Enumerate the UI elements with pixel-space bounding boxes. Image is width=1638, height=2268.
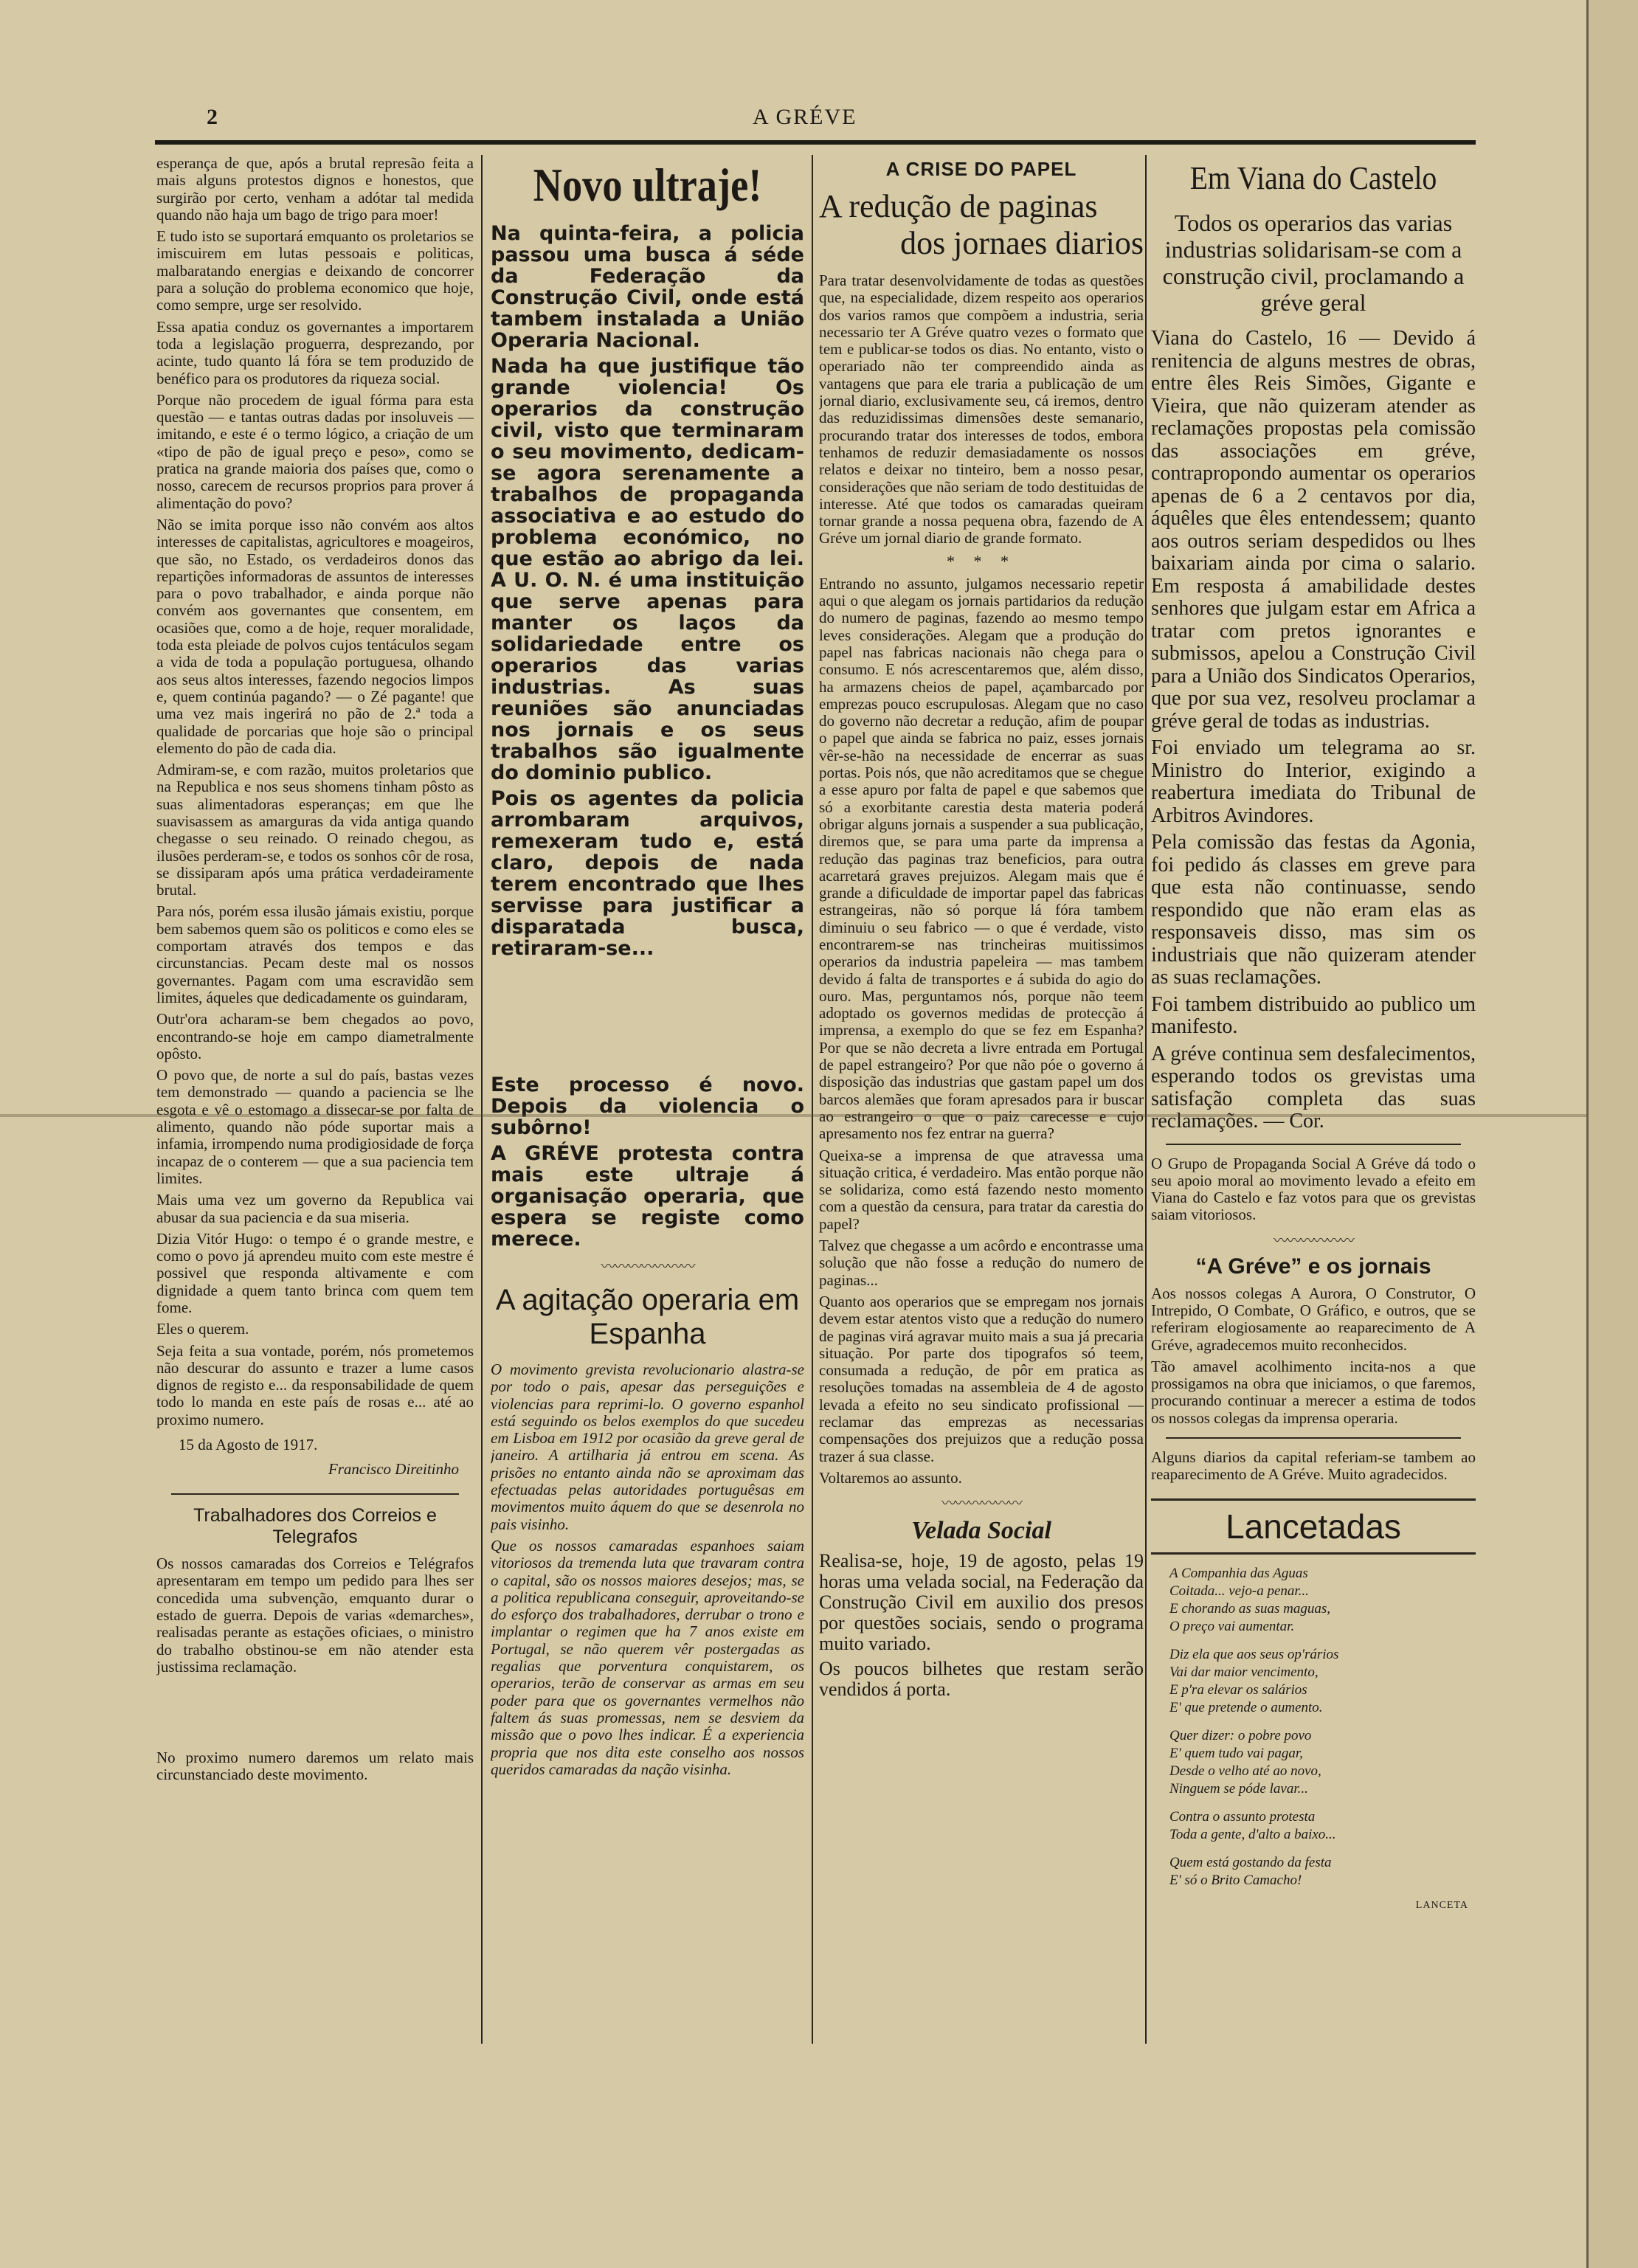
paragraph: Na quinta-feira, a policia passou uma busca á séde da Federação da Construção Civil, onde está tambem instalada a União Operaria Nacional.: [491, 222, 804, 352]
col1-paragraphs: [156, 155, 474, 1428]
paragraph: Os poucos bilhetes que restam serão vendidos á porta.: [819, 1658, 1144, 1701]
paragraph: Este processo é novo. Depois da violencia o subôrno!: [491, 1074, 804, 1139]
divider: [1166, 1437, 1461, 1439]
poem-signature: LANCETA: [1415, 1899, 1468, 1911]
stanza: Diz ela que aos seus op'rários Vai dar maior vencimento, E p'ra elevar os salários E' que pretende o aumento.: [1169, 1646, 1339, 1715]
paragraph: Foi tambem distribuido ao publico um manifesto.: [1151, 992, 1476, 1038]
column-1: [156, 155, 474, 2199]
section-title: Lancetadas: [1151, 1498, 1476, 1555]
article-signature: Francisco Direitinho: [328, 1460, 459, 1479]
paragraph: Nada ha que justifique tão grande violencia! Os operarios da construção civil, visto que terminaram o seu movimento, dedicam-se agora serenamente a trabalhos de propaganda associativa e ao estudo do problema económico, no que estão ao abrigo da lei. A U. O. N. é uma instituição que serve apenas para manter os laços da solidariedade entre os operarios das varias industrias. As suas reuniões são anunciadas nos jornais e os seus trabalhos são igualmente do dominio publico.: [491, 355, 804, 784]
paragraph: Quanto aos operarios que se empregam nos jornais devem estar atentos visto que a redução do numero de paginas virá agravar muito mais a sua já precaria situação. Por parte dos tipografos só teem, consumada a redução, de pôr em pratica as resoluções tomadas na assembleia de 4 de agosto levada a efeito no seu sindicato profissional — reclamar das emprezas as necessarias compensações dos prejuizos que a redução possa trazer á sua classe.: [819, 1292, 1144, 1465]
paragraph: Viana do Castelo, 16 — Devido á renitencia de alguns mestres de obras, entre êles Reis Simões, Gigante e Vieira, que não quizeram atender as reclamações propostas pela comissão das associações em gréve, contrapropondo aumentar os operarios apenas de 6 a 2 centavos por dia, áquêles que êles entendessem; quanto aos outros seriam despedidos ou lhes baixariam ainda por cima o salario. Em resposta á amabilidade destes senhores que julgam estar em Africa a tratar com pretos ignorantes e submissos, apelou a Construção Civil para a União dos Sindicatos Operarios, que por sua vez, resolveu proclamar a gréve geral de todas as industrias.: [1151, 327, 1476, 733]
paragraph: Para nós, porém essa ilusão jámais existiu, porque bem sabemos quem são os politicos e como eles se comportam através dos tempos e das circunstancias. Pecam deste mal os nossos governantes. Pagam com uma escravidão sem limites, áqueles que dedicadamente os guindaram,: [156, 902, 474, 1006]
paragraph: Pois os agentes da policia arrombaram arquivos, remexeram tudo e, está claro, depois de nada terem encontrado que lhes servisse para justificar a disparatada busca, retiraram-se...: [491, 787, 804, 960]
paragraph: Mais uma vez um governo da Republica vai abusar da sua paciencia e da sua miseria.: [156, 1191, 474, 1226]
wave-divider: 〰〰〰〰〰〰: [941, 1496, 1021, 1512]
paragraph: Dizia Vitór Hugo: o tempo é o grande mestre, e como o povo já aprendeu muito com este mestre é possivel que responda altivamente e com dignidade a quem tanto brinca com quem tem fome.: [156, 1229, 474, 1316]
divider: [171, 1493, 459, 1495]
stanza: Contra o assunto protesta Toda a gente, d'alto a baixo...: [1169, 1808, 1336, 1842]
wave-divider: 〰〰〰〰〰〰〰: [601, 1259, 694, 1275]
bold-block: [491, 1074, 804, 1250]
paragraph: Para tratar desenvolvidamente de todas as questões que, na especialidade, dizem respeito aos operarios dos varios ramos que compõem a industria, seria necessario ter A Gréve quatro vezes o formato que tem e publicar-se todos os dias. No entanto, visto o operariado não ter compreendido ainda as vantagens que para ele traria a publicação de um jornal diario, exclusivamente seu, cá iremos, dentro das reduzidissimas dimensões deste semanario, procurando tratar dos interesses de todos, embora tenhamos de reduzir demasiadamente os nossos relatos e deixar no tinteiro, bem a nosso pesar, considerações que não seriam de todo destituidas de interesse. Até que todos os camaradas queiram tornar grande a nossa pequena obra, fazendo de A Gréve um jornal diario de grande formato.: [819, 272, 1144, 547]
section-title: “A Gréve” e os jornais: [1195, 1254, 1431, 1279]
paragraph: Tão amavel acolhimento incita-nos a que prossigamos na obra que iniciamos, o que faremos, procurando continuar a merecer a estima de todos os nossos colegas da imprensa operaria.: [1151, 1357, 1476, 1427]
masthead-title: A GRÉVE: [753, 105, 857, 129]
paragraph: Voltaremos ao assunto.: [819, 1468, 962, 1487]
spacer: [491, 964, 804, 1074]
header-rule: [155, 140, 1476, 145]
headline: [819, 188, 1144, 262]
kicker: A CRISE DO PAPEL: [885, 158, 1077, 180]
column-3: [819, 155, 1144, 2199]
column-rule: [812, 155, 813, 2044]
headline: Em Viana do Castelo: [1189, 160, 1437, 196]
paragraph: Pela comissão das festas da Agonia, foi pedido ás classes em greve para que esta não continuasse, sendo respondido que não eram elas as responsaveis disso, mas sim os industriais que não quizeram atender as suas reclamações.: [1151, 831, 1476, 989]
paragraph: Outr'ora acharam-se bem chegados ao povo, encontrando-se hoje em campo diametralmente opôsto.: [156, 1010, 474, 1062]
paragraph: Seja feita a sua vontade, porém, nós prometemos não descurar do assunto e trazer a lume casos dignos de registo e... da responsabilidade de quem todo lo manda en este país de rosas e... até ao proximo numero.: [156, 1341, 474, 1428]
stanza: A Companhia das Aguas Coitada... vejo-a penar... E chorando as suas maguas, O preço vai aumentar.: [1169, 1565, 1330, 1634]
page-edge: [1586, 0, 1638, 2268]
section-title: A agitação operaria em Espanha: [495, 1284, 800, 1350]
paragraph: Porque não procedem de igual fórma para esta questão — e tantas outras dadas por insoluveis — imitando, e este é o termo lógico, a criação de um «tipo de pão de igual preço e peso», como se pratica na grande maioria dos países que, como o nosso, carecem de recursos proprios para prover á alimentação do povo?: [156, 390, 474, 512]
paragraph: Realisa-se, hoje, 19 de agosto, pelas 19 horas uma velada social, na Federação da Construção Civil em auxilio dos presos por questões sociais, sendo o programa muito variado.: [819, 1550, 1144, 1655]
page-number: 2: [207, 105, 218, 129]
article-date: 15 da Agosto de 1917.: [179, 1436, 318, 1454]
paragraph: Os nossos camaradas dos Correios e Telégrafos apresentaram em tempo um pedido para lhes ser concedida uma subvenção, emquanto durar o estado de guerra. Depois de varias «demarches», realisadas perante as estações oficiaes, o ministro do trabalho obstinou-se em não atender esta justissima reclamação.: [156, 1555, 474, 1676]
paragraph: Eles o querem.: [156, 1320, 249, 1338]
paragraph: Queixa-se a imprensa de que atravessa uma situação critica, é verdadeiro. Mas então porque não se solidariza, como está fazendo nesto momento com a questão da censura, para tratar da carestia do papel?: [819, 1146, 1144, 1233]
asterism: * * *: [947, 551, 1016, 570]
stanza: Quem está gostando da festa E' só o Brito Camacho!: [1169, 1854, 1332, 1888]
headline-line: A redução de paginas: [819, 188, 1098, 224]
paragraph: A gréve continua sem desfalecimentos, esperando todos os grevistas uma satisfação completa das suas reclamações. — Cor.: [1151, 1042, 1476, 1133]
paragraph: O Grupo de Propaganda Social A Gréve dá todo o seu apoio moral ao movimento levado a efeito em Viana do Castelo e faz votos para que os grevistas saiam vitoriosos.: [1151, 1154, 1476, 1224]
section-title: Velada Social: [911, 1517, 1051, 1545]
section-title: Trabalhadores dos Correios e Telegrafos: [193, 1505, 437, 1548]
paragraph: A GRÉVE protesta contra mais este ultraje á organisação operaria, que espera se registe como merece.: [491, 1142, 804, 1251]
paragraph: Não se imita porque isso não convém aos altos interesses de capitalistas, agricultores e moageiros, que são, no Estado, os verdadeiros donos das repartições informadoras de assuntos de interesses para o povo trabalhador, e ainda porque não convém aos governantes que consentem, em ocasiões que, como a de hoje, requer moralidade, toda esta pleiade de polvos cujos tentáculos segam a vida de toda a população portuguesa, olhando aos seus altos interesses, fazendo negocios limpos e, quem continúa pagando? — o Zé pagante! que uma vez mais ingerirá no pão de 2.ª toda a qualidade de porcarias que hoje são o principal elemento do pão de cada dia.: [156, 515, 474, 757]
paragraph: Entrando no assunto, julgamos necessario repetir aqui o que alegam os jornais partidarios da redução do numero de paginas, fazendo ao mesmo tempo leves considerações. Alegam que a produção do papel nas fabricas nacionais não chega para o consumo. E nós acrescentaremos que, além disso, ha armazens cheios de papel, açambarcado por emprezas pouco escrupulosas. Alegam que no caso do governo não decretar a redução, afim de poupar o papel que ainda se fabrica no paiz, esses jornais vêr-se-hão na necessidade de encerrar as suas portas. Pois nós, que não acreditamos que se chegue a esse apuro por falta de papel e que sabemos que só a exorbitante carestia desta materia poderá obrigar alguns jornais a suspender a sua publicação, diremos que, se para uma parte da imprensa a redução das paginas traz beneficios, para outra acarretará graves prejuizos. Alegam mais que é grande a dificuldade de importar papel das fabricas estrangeiras, não só porque lá fóra tambem diminuiu o seu fabrico — o que é verdade, visto encontrarem-se nas trincheiras muitissimos operarios da industria papeleira — mas tambem devido á falta de transportes e á subida do agio do ouro. Mas, perguntamos nós, porque não teem adoptado os governos medidas de protecção á imprensa, a exemplo do que se fez em Espanha? Por que se não decreta a livre entrada em Portugal de papel estrangeiro? Por que não póe o governo á disposição das industrias que gastam papel um dos barcos alemães que foram apresados para ir buscar ao estrangeiro o que o paiz carecesse e cujo apresamento nos fez entrar na guerra?: [819, 574, 1144, 1143]
paragraph: O povo que, de norte a sul do país, bastas vezes tem demonstrado — quando a paciencia se lhe esgota e vê o estomago a dissecar-se por falta de alimento, quando não póde suportar mais a infamia, irrompendo numa prodigiosidade de força incapaz de o conterem — que a sua paciencia tem limites.: [156, 1066, 474, 1187]
paragraph: Admiram-se, e com razão, muitos proletarios que na Republica e nos seus shomens tinham pôsto as suas alimentadoras esperanças; em que lhe suavisassem as amarguras da vida antiga quando chegasse o seu reinado. O reinado chegou, as ilusões perderam-se, e todos os sonhos côr de rosa, se dissiparam após uma prática verdadeiramente brutal.: [156, 761, 474, 899]
agitation-body: [491, 1361, 804, 1778]
column-rule: [1145, 155, 1147, 2044]
paragraph: E tudo isto se suportará emquanto os proletarios se imiscuirem em lutas pessoais e politicas, malbaratando energias e deixando de concorrer para a solução do problema economico que hoje, como sempre, urge ser resolvido.: [156, 227, 474, 314]
fold-crease: [0, 1114, 1586, 1117]
subheadline: Todos os operarios das varias industrias solidarisam-se com a construção civil, proclamando a gréve geral: [1162, 210, 1465, 316]
paragraph: esperança de que, após a brutal represão feita a mais alguns protestos dignos e honestos, que surgirão por certo, venham a adótar tal medida quando não haja um bago de trigo para moer!: [156, 155, 474, 224]
column-2: [491, 155, 804, 2199]
paragraph: Talvez que chegasse a um acôrdo e encontrasse uma solução que não fosse a redução do numero de paginas...: [819, 1237, 1144, 1289]
column-rule: [481, 155, 483, 2044]
viana-article: [1151, 159, 1476, 1133]
column-4: [1151, 155, 1476, 2199]
paragraph: Aos nossos colegas A Aurora, O Construtor, O Intrepido, O Combate, O Gráfico, e outros, que se referiram elogiosamente ao reaparecimento de A Gréve, agradecemos muito reconhecidos.: [1151, 1284, 1476, 1354]
headline-line: dos jornaes diarios: [900, 225, 1144, 261]
note: No proximo numero daremos um relato mais circunstanciado deste movimento.: [156, 1749, 474, 1784]
velada-body: [819, 1551, 1144, 1700]
paragraph: Foi enviado um telegrama ao sr. Ministro do Interior, exigindo a reabertura imediata do Tribunal de Arbitros Avindores.: [1151, 736, 1476, 827]
divider: [1166, 1144, 1461, 1145]
paragraph: Essa apatia conduz os governantes a importarem toda a legislação proguerra, desprezando, por acinte, tudo quanto lá fóra se tem produzido de benéfico para os produtores da riqueza social.: [156, 317, 474, 387]
wave-divider: 〰〰〰〰〰〰: [1274, 1232, 1353, 1249]
headline: Novo ultraje!: [533, 159, 762, 211]
poem: [1151, 1565, 1476, 1890]
paragraph: Alguns diarios da capital referiam-se tambem ao reaparecimento de A Gréve. Muito agradecidos.: [1151, 1448, 1476, 1484]
paragraph: O movimento grevista revolucionario alastra-se por todo o pais, apesar das perseguições e violencias para reprimi-lo. O governo espanhol está seguindo os belos exemplos do que sucedeu em Lisboa em 1912 por ocasião da greve geral de janeiro. A artilharia já entrou em scena. As prisões no entanto ainda não se aproximam das efectuadas pelas autoridades portuguêsas em movimentos muito áquem do que se desenrola no pais visinho.: [491, 1361, 804, 1533]
stanza: Quer dizer: o pobre povo E' quem tudo vai pagar, Desde o velho até ao novo, Ninguem se póde lavar...: [1169, 1727, 1321, 1797]
bold-block: [491, 223, 804, 959]
paragraph: Que os nossos camaradas espanhoes saiam vitoriosos da tremenda luta que travaram contra o capital, são os nossos maiores desejos; mas, se a politica republicana conseguir, aproveitando-se do esforço dos trabalhadores, derrubar o trono e implantar o regimen que ha 7 anos existe em Portugal, se não querem vêr postergadas as regalias que porventura conquistarem, os operarios, terão de conservar as armas em seu poder para que os governantes vermelhos não faltem ás suas promessas, nem se desviem da missão que o povo lhes indicar. É a experiencia propria que nos dita este conselho aos nossos queridos camaradas da nação visinha.: [491, 1536, 804, 1778]
